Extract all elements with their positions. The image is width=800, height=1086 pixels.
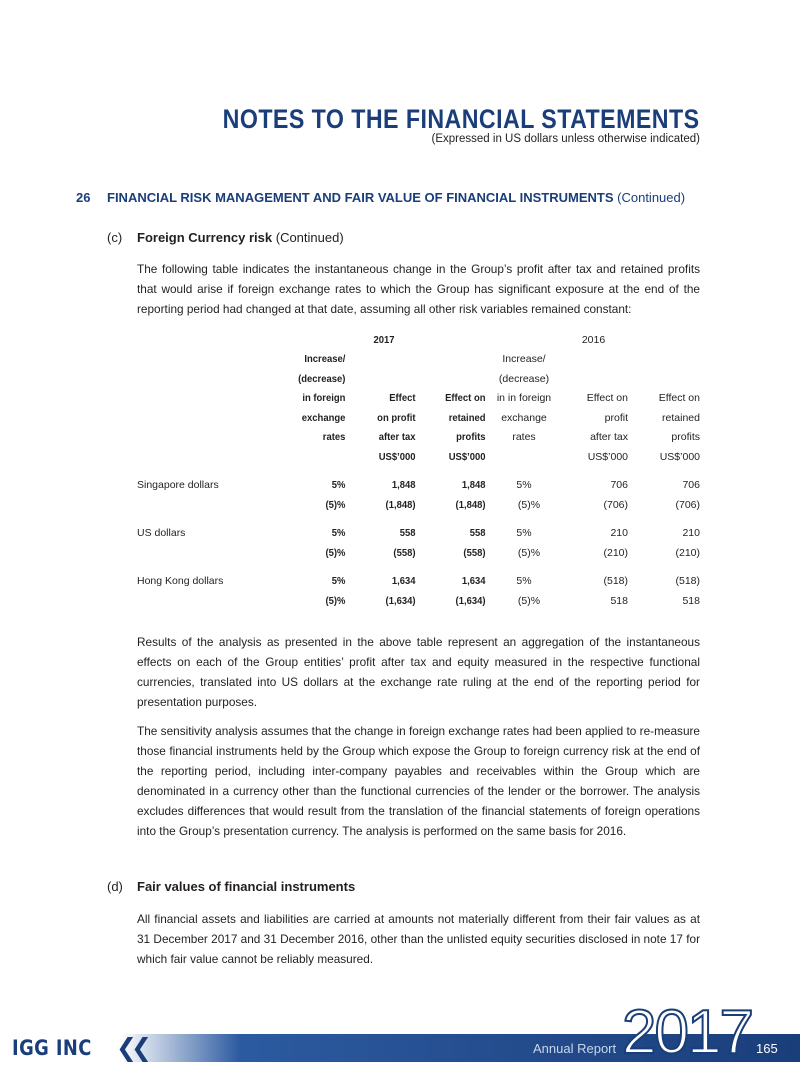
header-cell: in in foreign <box>496 392 552 405</box>
header-cell: US$’000 <box>659 450 700 463</box>
table-cell: 5% <box>331 527 346 540</box>
table-year-row <box>137 330 700 350</box>
table-header-row <box>137 350 700 370</box>
table-cell: 1,848 <box>391 479 416 492</box>
subsection-c-letter: (c) <box>107 230 123 245</box>
currency-label: US dollars <box>137 527 186 540</box>
table-row <box>137 591 700 611</box>
table-header-row <box>137 389 700 409</box>
table-cell: 5% <box>331 479 346 492</box>
chevron-left-icon: ❮❮ <box>116 1033 146 1062</box>
table-cell: (5)% <box>325 546 346 559</box>
page-title: NOTES TO THE FINANCIAL STATEMENTS <box>223 104 700 134</box>
subsection-c-heading <box>107 230 344 245</box>
intro-paragraph: The following table indicates the instantaneous change in the Group’s profit after tax and retained profits that would arise if foreign exchange rates to which the Group has significant exposure at the end of the reporting period had changed at that date, assuming all other risk variables remained constant: <box>137 262 700 316</box>
table-cell: (558) <box>393 546 416 559</box>
table-cell: (518) <box>603 575 628 588</box>
header-cell: profit <box>604 411 628 424</box>
table-header-row <box>137 408 700 428</box>
company-logo: IGG INC <box>12 1036 92 1060</box>
table-header-row <box>137 428 700 448</box>
table-cell: 5% <box>331 575 346 588</box>
table-row <box>137 543 700 563</box>
table-header-row <box>137 447 700 467</box>
table-cell: (706) <box>675 498 700 511</box>
table-cell: (558) <box>463 546 486 559</box>
sensitivity-paragraph: The sensitivity analysis assumes that the change in foreign exchange rates had been applied to re-measure those financial instruments held by the Group which expose the Group to foreign currency risk at the end of the reporting period, including inter-company payables and receivables within the Group which are denominated in a currency other than the functional currencies of the lender or the borrower. The analysis excludes differences that would result from the translation of the financial statements of foreign operations into the Group’s presentation currency. The analysis is performed on the same basis for 2016. <box>137 724 700 838</box>
table-cell: 210 <box>682 527 700 540</box>
subsection-c-title: Foreign Currency risk <box>137 230 273 245</box>
header-cell: Effect on <box>658 392 700 405</box>
table-cell: (210) <box>675 546 700 559</box>
annual-report-label: Annual Report <box>533 1041 617 1056</box>
subsection-d-letter: (d) <box>107 879 123 894</box>
subsection-d-title: Fair values of financial instruments <box>137 879 356 894</box>
table-cell: (210) <box>603 546 628 559</box>
currency-label: Hong Kong dollars <box>137 575 224 588</box>
table-cell: 518 <box>682 594 700 607</box>
table-cell: (518) <box>675 575 700 588</box>
header-cell: on profit <box>377 411 416 424</box>
table-row <box>137 524 700 544</box>
table-cell: (5)% <box>517 546 541 559</box>
table-header-row <box>137 369 700 389</box>
table-cell: 1,634 <box>461 575 486 588</box>
table-cell: 558 <box>399 527 416 540</box>
page-subtitle: (Expressed in US dollars unless otherwise indicated) <box>431 133 700 145</box>
header-cell: (decrease) <box>298 372 346 385</box>
header-cell: US$’000 <box>587 450 628 463</box>
header-cell: Increase/ <box>502 353 546 366</box>
header-cell: retained <box>662 411 700 424</box>
currency-label: Singapore dollars <box>137 479 219 492</box>
header-cell: exchange <box>301 411 346 424</box>
year-2016-label: 2016 <box>581 333 606 346</box>
section-title: FINANCIAL RISK MANAGEMENT AND FAIR VALUE OF FINANCIAL INSTRUMENTS <box>107 190 614 205</box>
header-cell: retained <box>448 411 486 424</box>
table-cell: (1,634) <box>455 594 486 607</box>
header-cell: rates <box>322 431 346 444</box>
report-year-graphic: 2017 <box>622 998 752 1067</box>
page-number: 165 <box>756 1041 778 1056</box>
header-cell: after tax <box>590 431 628 444</box>
table-cell: (5)% <box>325 498 346 511</box>
header-cell: Increase/ <box>304 353 346 366</box>
table-row <box>137 572 700 592</box>
section-continued: (Continued) <box>617 190 686 205</box>
table-cell: 1,848 <box>461 479 486 492</box>
table-cell: 5% <box>516 479 532 492</box>
header-cell: Effect on <box>445 392 486 405</box>
header-cell: after tax <box>378 431 416 444</box>
table-cell: (1,634) <box>385 594 416 607</box>
table-cell: (1,848) <box>385 498 416 511</box>
section-heading <box>76 190 716 205</box>
table-cell: (5)% <box>517 498 541 511</box>
subsection-c-continued: (Continued) <box>275 230 344 245</box>
table-cell: 518 <box>610 594 628 607</box>
header-cell: in foreign <box>302 392 346 405</box>
table-cell: (5)% <box>325 594 346 607</box>
table-cell: 558 <box>469 527 486 540</box>
table-cell: 1,634 <box>391 575 416 588</box>
header-cell: US$’000 <box>448 450 486 463</box>
year-2017-label: 2017 <box>373 333 395 346</box>
table-cell: (706) <box>603 498 628 511</box>
results-paragraph: Results of the analysis as presented in the above table represent an aggregation of the instantaneous effects on each of the Group entities’ profit after tax and equity measured in the respective functional currencies, translated into US dollars at the exchange rate ruling at the end of the reporting period for presentation purposes. <box>137 635 700 709</box>
table-cell: 706 <box>682 479 700 492</box>
table-cell: 5% <box>516 575 532 588</box>
table-cell: (5)% <box>517 594 541 607</box>
section-number: 26 <box>76 190 91 205</box>
header-cell: rates <box>512 431 536 444</box>
header-cell: profits <box>456 431 486 444</box>
sensitivity-table <box>137 330 700 611</box>
table-cell: 5% <box>516 527 532 540</box>
header-cell: Effect <box>389 392 416 405</box>
header-cell: Effect on <box>586 392 628 405</box>
header-cell: (decrease) <box>498 372 550 385</box>
fair-value-paragraph: All financial assets and liabilities are carried at amounts not materially different from their fair values as at 31 December 2017 and 31 December 2016, other than the unlisted equity securities disclosed in note 17 for which fair value cannot be reliably measured. <box>137 912 700 966</box>
table-row <box>137 495 700 515</box>
header-cell: US$’000 <box>378 450 416 463</box>
header-cell: exchange <box>501 411 547 424</box>
table-cell: (1,848) <box>455 498 486 511</box>
table-row <box>137 476 700 496</box>
table-cell: 210 <box>610 527 628 540</box>
subsection-d-heading <box>107 879 355 894</box>
table-cell: 706 <box>610 479 628 492</box>
header-cell: profits <box>671 431 700 444</box>
